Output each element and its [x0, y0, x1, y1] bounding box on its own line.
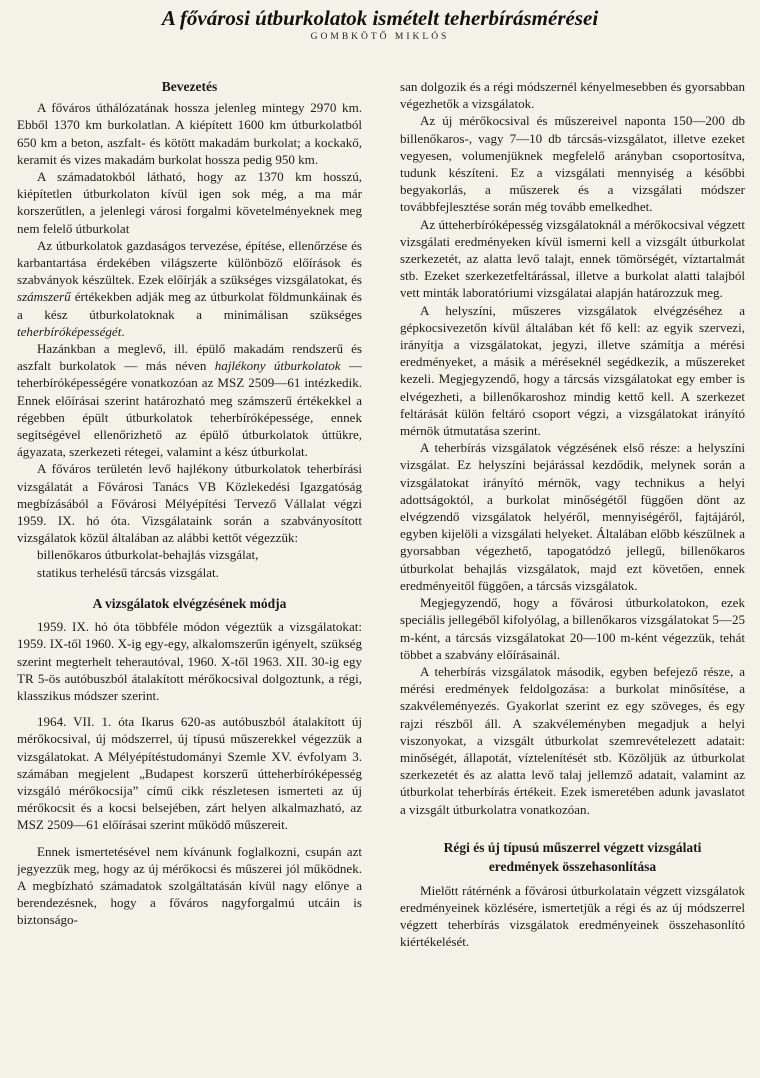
paragraph: A teherbírás vizsgálatok második, egyben befejező része, a mérési eredmények feldolgozása: a burkolat minősítése, a szakvéleményezés. Gyakorlat szerint ez egy szöveges, és egy rajzi részből áll. A szakvéleményben megadjuk a helyi viszonyokat, a vizsgált útburkolat szemrevételezett adatait: minőségét, állapotát, víztelenítését stb. Közöljük az útburkolat szerkezetét és az alatta levő talaj jellemző adatait, valamint az útburkolat teherbírás értékeit. Ezek ismeretében adunk javaslatot a vizsgált útburkolatra vonatkozóan.	[400, 663, 745, 817]
italic-term: számszerű	[17, 289, 71, 305]
paragraph: 1964. VII. 1. óta Ikarus 620-as autóbuszból átalakított új mérőkocsival, új módszerrel, új típusú műszerekkel végezzük a vizsgálatokat. A Mélyépítéstudományi Szemle XV. évfolyam 3. számában megjelent „Budapest korszerű útteherbíróképesség vizsgáló mérőkocsija” című cikk részletesen ismerteti az új mérőkocsit és a kocsi belsejében, zárt helyen alkalmazható, az MSZ 2509—61 előírásai szerint működő műszereit.	[17, 714, 362, 833]
paragraph	[17, 237, 362, 340]
article-title: A fővárosi útburkolatok ismételt teherbírásmérései	[161, 6, 599, 30]
text-run: értékekben adják meg az útburkolat földmunkáinak és a kész útburkolatoknak a minimálisan szükséges	[17, 289, 362, 322]
paragraph: Mielőtt rátérnénk a fővárosi útburkolatain végzett vizsgálatok eredményeinek közlésére, ismertetjük a régi és az új módszerrel végzett teherbírás vizsgálatok eredményeinek összehasonlító kiértékelését.	[400, 882, 745, 950]
paragraph: Megjegyzendő, hogy a fővárosi útburkolatokon, ezek speciális jellegéből kifolyólag, a billenőkaros vizsgálatokat 5—25 m-ként, a tárcsás vizsgálatokat 20—100 m-ként végezzük, tehát többet a szabvány előírásainál.	[400, 595, 745, 662]
paragraph: A teherbírás vizsgálatok végzésének első része: a helyszíni vizsgálat. Ez helyszíni bejárással kezdődik, melynek során a vizsgálatokat irányító mérnök, vagy technikus a helyi adottságoktól, a burkolat minőségétől függően dönt az elvégzendő vizsgálatok helyéről, mennyiségéről, fajtájáról, egyben kijelöli a vizsgálati helyeket. Általában előbb készülnek a gyorsabban végezhető, tapogatódzó jellegű, billenőkaros útburkolat behajlás vizsgálatok, majd ezt követően, ennek eredményeitől függően, a tárcsás vizsgálatok.	[400, 440, 745, 593]
list-item: statikus terhelésű tárcsás vizsgálat.	[37, 564, 219, 580]
text-run: — teherbíróképességére vonatkozóan az MSZ 2509—61 intézkedik. Ennek előírásai szerint határozható meg számszerű értékekkel a régebben épült útburkolatok teherbíróképessége, ennek segítségével ellenőrizhető az épülő útburkolatok úttükre, ágyazata, szerkezeti rétegei, valamint a kész útburkolat.	[17, 358, 362, 460]
article-author: GOMBKÖTŐ MIKLÓS	[310, 32, 450, 42]
paragraph: A főváros területén levő hajlékony útburkolatok teherbírási vizsgálatát a Fővárosi Tanács VB Közlekedési Igazgatóság megbízásából a Fővárosi Mélyépítési Tervező Vállalat végzi 1959. IX. hó óta. Vizsgálataink során a szabványosított vizsgálatok közül általában az alábbi kettőt végezzük:	[17, 461, 362, 546]
paragraph: A főváros úthálózatának hossza jelenleg mintegy 2970 km. Ebből 1370 km burkolatlan. A kiépített 1600 km útburkolatból 650 km a beton, aszfalt- és kötött makadám burkolat; a kockakő, keramit és vizes makadám burkolat hossza pedig 950 km.	[17, 100, 362, 167]
text-run: Az útburkolatok gazdaságos tervezése, építése, ellenőrzése és karbantartása érdekében világszerte különböző előírások és szabványok készültek. Ezek előírják a szükséges vizsgálatokat, és	[17, 237, 362, 288]
paragraph	[17, 340, 362, 460]
text-run: .	[121, 323, 125, 339]
right-column	[400, 78, 745, 1078]
paragraph: A helyszíni, műszeres vizsgálatok elvégzéséhez a gépkocsivezetőn kívül általában két fő kell: az egyik szervezi, irányítja a vizsgálatokat, jegyzi, illetve számítja a mérési eredményeket, a másik a méréseknél segédkezik, a műszereket kezeli. Megjegyzendő, hogy a tárcsás vizsgálatokat egy ember is elvégezheti, a billenőkaroshoz mindig kettő kell. A szerkezet feltárását külön feltáró csoport végzi, a vizsgálatokat irányító mérnök útmutatása szerint.	[400, 302, 745, 439]
section-heading-osszehasonlitas: Régi és új típusú műszerrel végzett vizsgálati	[443, 839, 702, 855]
italic-term: teherbíróképességét	[17, 323, 122, 339]
section-heading-bevezetes: Bevezetés	[161, 79, 218, 94]
spacer	[17, 704, 362, 713]
text-run: Hazánkban a meglevő, ill. épülő makadám rendszerű és aszfalt burkolatok — más néven	[17, 341, 362, 374]
list-item: billenőkaros útburkolat-behajlás vizsgálat,	[37, 547, 259, 563]
left-column	[17, 60, 362, 1060]
section-heading-osszehasonlitas-line2: eredmények összehasonlítása	[488, 858, 657, 874]
paragraph: Az új mérőkocsival és műszereivel naponta 150—200 db billenőkaros-, vagy 7—10 db tárcsás-vizsgálatot, illetve ezeket vegyesen, volumenjüknek megfelelő arányban csoportosítva, tudunk készíteni. Ez a vizsgálati mennyiség a későbbi begyakorlás, a műszerek és a vizsgálati módszer továbbfejlesztése során még tovább emelkedhet.	[400, 113, 745, 215]
paragraph: 1959. IX. hó óta többféle módon végeztük a vizsgálatokat: 1959. IX-től 1960. X-ig egy-egy, alkalomszerűn igényelt, szükség szerint megterhelt teherautóval, 1960. X-től 1963. XII. 30-ig egy TR 5-ös autóbuszból átalakított mérőkocsival dolgoztunk, a régi, klasszikus módszer szerint.	[17, 619, 362, 703]
paragraph: Az útteherbíróképesség vizsgálatoknál a mérőkocsival végzett vizsgálati eredményeken kívül ismerni kell a vizsgált útburkolat szerkezetét, az alatta levő talajt, ennek tömörségét, víztartalmát stb. Ezeket szerkezetfeltárással, illetve a burkolat alatti talajból vett minták laboratóriumi vizsgálatai alapján határozzuk meg.	[400, 216, 745, 301]
italic-term: hajlékony útburkolatok	[214, 358, 341, 374]
paragraph: A számadatokból látható, hogy az 1370 km hosszú, kiépítetlen útburkolaton kívül igen sok még, a ma már korszerűtlen, a jelenlegi városi forgalmi követelményeknek meg nem felelő útburkolat	[17, 169, 362, 236]
section-heading-modja: A vizsgálatok elvégzésének módja	[92, 595, 287, 611]
paragraph: Ennek ismertetésével nem kívánunk foglalkozni, csupán azt jegyezzük meg, hogy az új mérőkocsi és műszerei jól működnek. A megbízható számadatok szolgáltatásán kívül nagy előnye a berendezésnek, hogy a főváros nagyforgalmú utcáin is biztonságo-	[17, 843, 362, 928]
spacer	[17, 834, 362, 843]
paragraph: san dolgozik és a régi módszernél kényelmesebben és gyorsabban végezhetők a vizsgálatok.	[400, 79, 745, 112]
